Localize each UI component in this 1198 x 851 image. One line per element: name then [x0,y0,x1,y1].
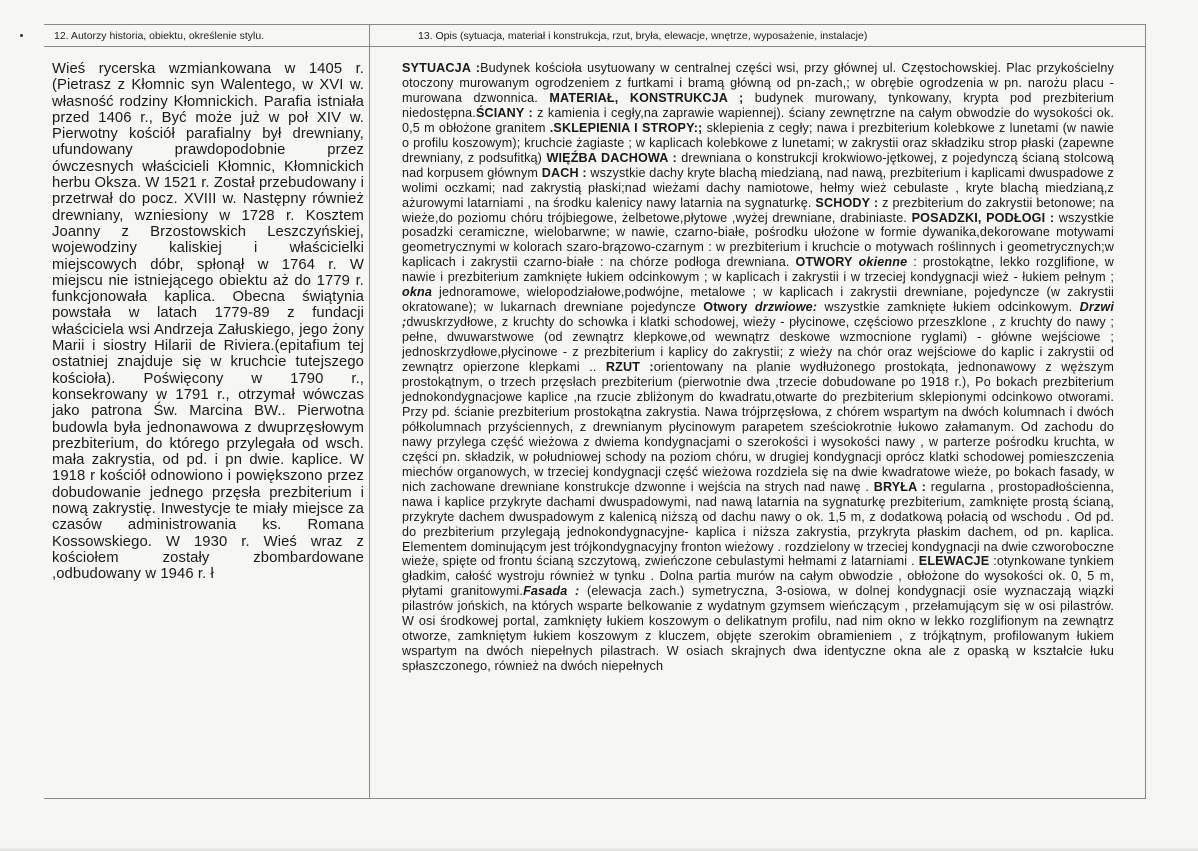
description-run: Budynek kościoła usytuowany w centralnej części wsi, przy głównej ul. Częstochowskiej. Plac przykościelny otoczony murowanym ogrodzeniem z furtkami i bramą główną od pn-zach,; w obrębie ogrodzenia w pn. narożu placu - murowana dzwonnica. [402,61,1114,105]
description-run: z prezbiterium do zakrystii betonowe; na wieże,do poziomu chóru trójbiegowe, żelbetowe,płytowe ,wyżej drewniane, drabiniaste. [402,195,1114,225]
description-heading: drzwiowe: [747,300,818,315]
description-column-header: 13. Opis (sytuacja, materiał i konstrukcja, rzut, bryła, elewacje, wnętrze, wyposażenie, instalacje) [370,26,1145,47]
description-run: sklepienia z cegły; nawa i prezbiterium kolebkowe z lunetami (w nawie o profilu koszowym); kruchcie żagiaste ; w kaplicach kolebkowe z lunetami; w zakrystii oraz składziku strop płaski (zapewne drewniany, z podsufitką) [402,120,1114,165]
scan-edge [0,847,1198,851]
description-heading: DACH : [541,165,587,180]
description-text [402,61,1114,674]
description-run: jednoramowe, wielopodziałowe,podwójne, metalowe ; w kaplicach i zakrystii drewniane, pojedyncze (w zakrystii okratowane); w lukarnach drewniane pojedyncze [402,285,1114,315]
description-run: budynek murowany, tynkowany, krypta pod prezbiterium niedostępna. [402,90,1115,120]
description-run: wszystkie posadzki ceramiczne, wielobarwne; w nawie, czarno-białe, pośrodku ułożone w formie dywanika,dekorowane motywami geometrycznymi w kolorach szaro-brązowo-czarnym : w prezbiterium i kruchcie o motywach roślinnych i geometrycznych;w kaplicach i zakrystii czarno-białe : na chórze podłoga drewniana. [402,210,1115,270]
description-heading: Drzwi ; [402,300,1114,330]
description-heading: MATERIAŁ, KONSTRUKCJA ; [549,90,744,105]
description-heading: okienne [852,255,908,270]
description-heading: SYTUACJA : [402,61,481,75]
description-run: z kamienia i cegły,na zaprawie wapiennej). ściany zewnętrzne na całym obwodzie do wysokości ok. 0,5 m obłożone granitem [402,105,1114,135]
bullet-mark [20,34,23,37]
description-run: drewniana o konstrukcji krokwiowo-jętkowej, z pojedynczą ścianą stolcową nad korpusem głównym [402,150,1115,180]
description-heading: WIĘŹBA DACHOWA : [546,150,677,165]
description-heading: POSADZKI, PODŁOGI : [911,210,1055,225]
history-text: Wieś rycerska wzmiankowana w 1405 r. (Pietrasz z Kłomnic syn Walentego, w XVI w. własność rodziny Kłomnickich. Parafia istniała przed 1406 r., Być może już w poł XIV w. Pierwotny kościół parafialny był drewniany, ufundowany prawdopodobnie przez ówczesnych właścicieli Kłomnic, Kłomnickich herbu Oksza. W 1521 r. Został przebudowany i przetrwał do pocz. XVIII w. Następny również drewniany, wzniesiony w 1728 r. Kosztem Joanny z Brzostowskich Leszczyńskiej, wojewodziny kaliskiej i właścicielki miejscowych dóbr, spłonął w 1764 r. W miejscu nie istniejącego obiektu aż do 1779 r. funkcjonowała kaplica. Obecna świątynia powstała w latach 1779-89 z fundacji właściciela wsi Andrzeja Załuskiego, jego żony Marii i siostry Hilarii de Riviera.(epitafium tej ostatniej znajduje się w kruchcie tutejszego kościoła). Poświęcony w 1790 r., konsekrowany w 1791 r., otrzymał wówczas jako patrona Św. Marcina BW.. Pierwotna budowla była jednonawowa z dwuprzęsłowym prezbiterium, do którego przylegała od wsch. mała zakrystia, od pd. i pn dwie. kaplice. W 1918 r kościół odnowiono i powiększono przez dobudowanie jednego przęsła prezbiterium i nową zakrystię. Inwestycje te miały miejsce za czasów administrowania ks. Romana Kossowskiego. W 1930 r. Wieś wraz z kościołem zostały zbombardowane ,odbudowany w 1946 r. ł [52,61,364,583]
description-heading: SCHODY : [815,195,879,210]
description-run: :otynkowane tynkiem gładkim, całość wystroju również w tynku . Dolna partia murów na całym obwodzie , obłożone do wysokości ok. 0, 5 m, płytami granitowymi. [402,554,1114,599]
description-run: dwuskrzydłowe, z kruchty do schowka i klatki schodowej, wieży - płycinowe, częściowo przeszklone , z kruchty do nawy ; pełne, dwuwarstwowe (od zewnątrz klepkowe,od wewnątrz deskowe wzmocnione ryglami) - główne wejściowe ; jednoskrzydłowe,płycinowe - z prezbiterium i kaplicy do zakrystii; z wieży na chór oraz wejściowe do kaplic i zakrystii od zewnątrz opierzone klepkami .. [402,315,1114,375]
description-heading: Fasada : [523,584,580,599]
description-heading: ELEWACJE [918,554,990,569]
description-column [370,24,1146,799]
description-heading: RZUT : [605,360,654,375]
description-run: regularna , prostopadłościenna, nawa i kaplice przykryte dachami dwuspadowymi, nad nawą latarnia na sygnaturkę prezbiterium, zamknięte prostą ścianą, przykryte dachem dwuspadowym z kalenicą niższą od dachu nawy o ok. 1,5 m, z dodatkową połacią od wschodu . Od pd. do prezbiterium przylegają jednokondygnacyjne- kaplica i niższa zakrystia, przykryta płaskim dachem, od pn. kaplica. Elementem dominującym jest trójkondygnacyjny fronton wieżowy . rozdzielony w trzeciej kondygnacji na dwie czworoboczne wieże, spięte od frontu ścianą szczytową, zwieńczone cebulastymi hełmami z latarniami . [402,479,1114,569]
description-heading: Otwory [703,300,748,315]
description-run: (elewacja zach.) symetryczna, 3-osiowa, w dolnej kondygnacji osie wyznaczają wiązki pilastrów jońskich, na których wsparte belkowanie z wydatnym gzymsem wieńczącym , przełamującym się w osi pilastrów. W osi środkowej portal, zamknięty łukiem koszowym o delikatnym profilu, nad nim okno w lekko rozglifionym na zewnątrz otworze, zamkniętym łukiem koszowym z kluczem, objęte szerokim obramieniem , z trójkątnym, profilowanym łukiem wspartym na dwóch niepełnych pilastrach. W osiach skrajnych dwa identyczne okna ale z opaską w kształcie łuku spłaszczonego, również na dwóch niepełnych [402,584,1114,674]
description-run: orientowany na planie wydłużonego prostokąta, jednonawowy z węższym prostokątnym, o trzech przęsłach prezbiterium (pierwotnie dwa ,trzecie dobudowane po 1918 r.), Po bokach prezbiterium jednokondygnacjowe kaplice ,na rzucie zbliżonym do kwadratu,otwarte do prezbiterium sklepionymi odcinkowo otworami. Przy pd. ścianie prezbiterium prostokątna zakrystia. Nawa trójprzęsłowa, z chórem wspartym na dwóch kolumnach i dwóch półkolumnach przyściennych, z drewnianym płycinowym parapetem sześciokrotnie łukowo załamanym. Od zachodu do nawy przylega część wieżowa z dwiema kondygnacjami o szerokości i wysokości nawy , w parterze pośrodku kruchta, w części pn. składzik, w południowej schody na poziom chóru, w drugiej kondygnacji oprócz klatki schodowej pomieszczenia miechów organowych, w trzeciej kondygnacji część wieżowa rozdziela się na dwie kwadratowe wieże, po bokach fasady, w nich zachowane drewniane konstrukcje dzwonne i wejścia na strych nad nawę . [402,360,1115,494]
history-column [44,24,370,799]
description-heading: ŚCIANY : [475,105,533,120]
description-run: wszystkie zamknięte łukiem odcinkowym. [817,300,1080,315]
description-run: : prostokątne, lekko rozglifione, w nawie i prezbiterium zamknięte łukiem odcinkowym ; w kaplicach i zakrystii i w trzeciej kondygnacji wież - łukiem pełnym ; [402,255,1114,285]
description-heading: okna [402,285,432,300]
description-heading: OTWORY [795,255,853,270]
description-heading: .SKLEPIENIA I STROPY:; [549,120,703,135]
history-column-header: 12. Autorzy historia, obiektu, określenie stylu. [44,26,369,47]
description-run: wszystkie dachy kryte blachą miedzianą, nad nawą, prezbiterium i kaplicami dwuspadowe z wolimi oczkami; nad zakrystią płaski;nad wieżami dachy namiotowe, hełmy wież cebulaste , kryte blachą miedzianą,z ażurowymi latarniami , na środku kalenicy nawy latarnia na sygnaturkę. [402,165,1114,210]
description-heading: BRYŁA : [873,479,927,494]
